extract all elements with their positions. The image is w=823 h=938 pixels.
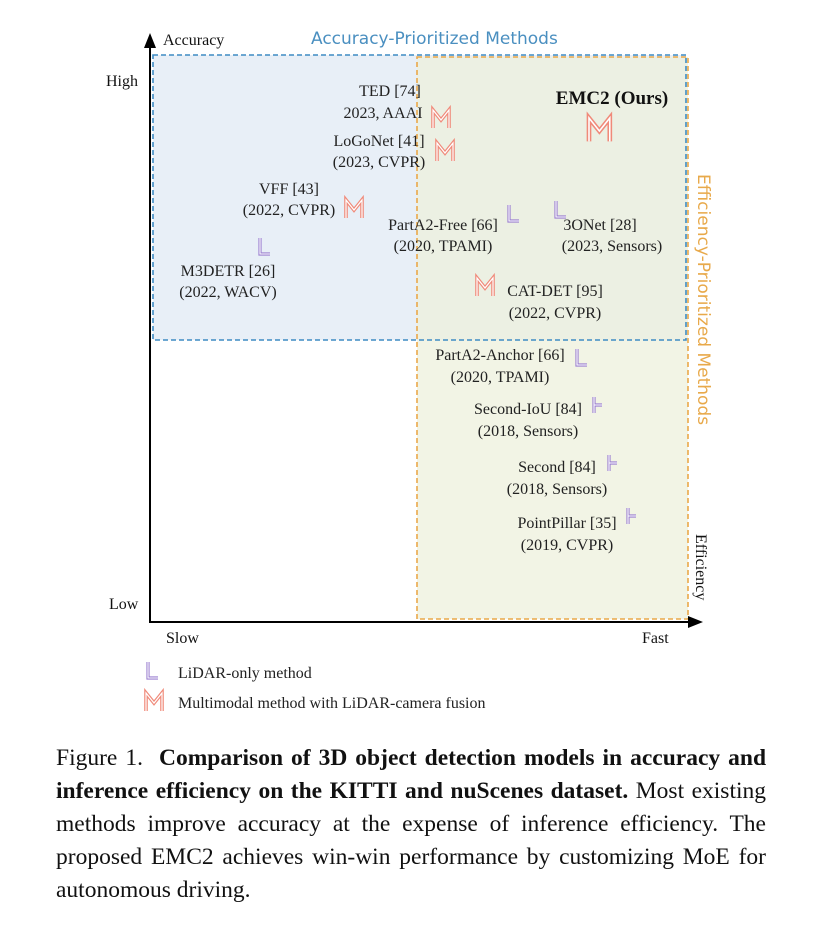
method-venue: (2018, Sensors): [477, 423, 579, 440]
method-label: PartA2-Anchor [66]: [435, 347, 565, 364]
method-label: LoGoNet [41]: [333, 133, 425, 150]
method-venue: (2020, TPAMI): [450, 369, 550, 386]
x-slow-label: Slow: [166, 630, 199, 647]
x-fast-label: Fast: [642, 630, 669, 647]
method-venue: (2018, Sensors): [506, 481, 608, 498]
y-low-label: Low: [109, 596, 139, 613]
legend-multimodal-icon: [146, 693, 162, 711]
caption-prefix: Figure 1.: [56, 745, 143, 771]
x-axis-arrow: [688, 616, 703, 628]
y-high-label: High: [106, 73, 138, 90]
accuracy-region-title: Accuracy-Prioritized Methods: [311, 29, 558, 49]
method-label: 3ONet [28]: [563, 217, 637, 234]
method-label: M3DETR [26]: [180, 263, 276, 280]
method-label: Second [84]: [518, 459, 596, 476]
legend-lidar-label: LiDAR-only method: [178, 665, 312, 682]
method-label: Second-IoU [84]: [474, 401, 582, 418]
method-venue: (2022, CVPR): [508, 305, 602, 322]
caption-rest: Most existing methods improve accuracy at the expense of inference efficiency. The proposed EMC2 achieves win-win performance by customizing MoE for autonomous driving.: [56, 778, 767, 903]
method-venue: (2023, CVPR): [332, 154, 426, 171]
method-label: CAT-DET [95]: [507, 283, 603, 300]
method-venue: (2019, CVPR): [520, 537, 614, 554]
efficiency-region: [417, 57, 688, 619]
method-label: PartA2-Free [66]: [388, 217, 498, 234]
method-venue: (2022, WACV): [179, 284, 277, 301]
y-axis-title: Accuracy: [163, 32, 225, 49]
method-label: VFF [43]: [258, 181, 320, 198]
legend-multimodal-label: Multimodal method with LiDAR-camera fusion: [178, 695, 486, 712]
method-venue: 2023, AAAI: [343, 105, 423, 122]
method-venue: (2020, TPAMI): [393, 238, 493, 255]
method-venue: (2022, CVPR): [242, 202, 336, 219]
efficiency-region-title: Efficiency-Prioritized Methods: [693, 174, 713, 426]
ours-label: EMC2 (Ours): [555, 88, 669, 109]
method-label: TED [74]: [359, 83, 421, 100]
legend-lidar-icon: [148, 662, 158, 678]
y-axis-arrow: [144, 33, 156, 48]
caption-bold: Comparison of 3D object detection models in accuracy and inference efficiency on the KITTI and nuScenes dataset.: [56, 745, 767, 804]
method-label: PointPillar [35]: [517, 515, 617, 532]
method-venue: (2023, Sensors): [561, 238, 663, 255]
figure-caption: [56, 742, 766, 907]
x-axis-title: Efficiency: [692, 534, 709, 601]
